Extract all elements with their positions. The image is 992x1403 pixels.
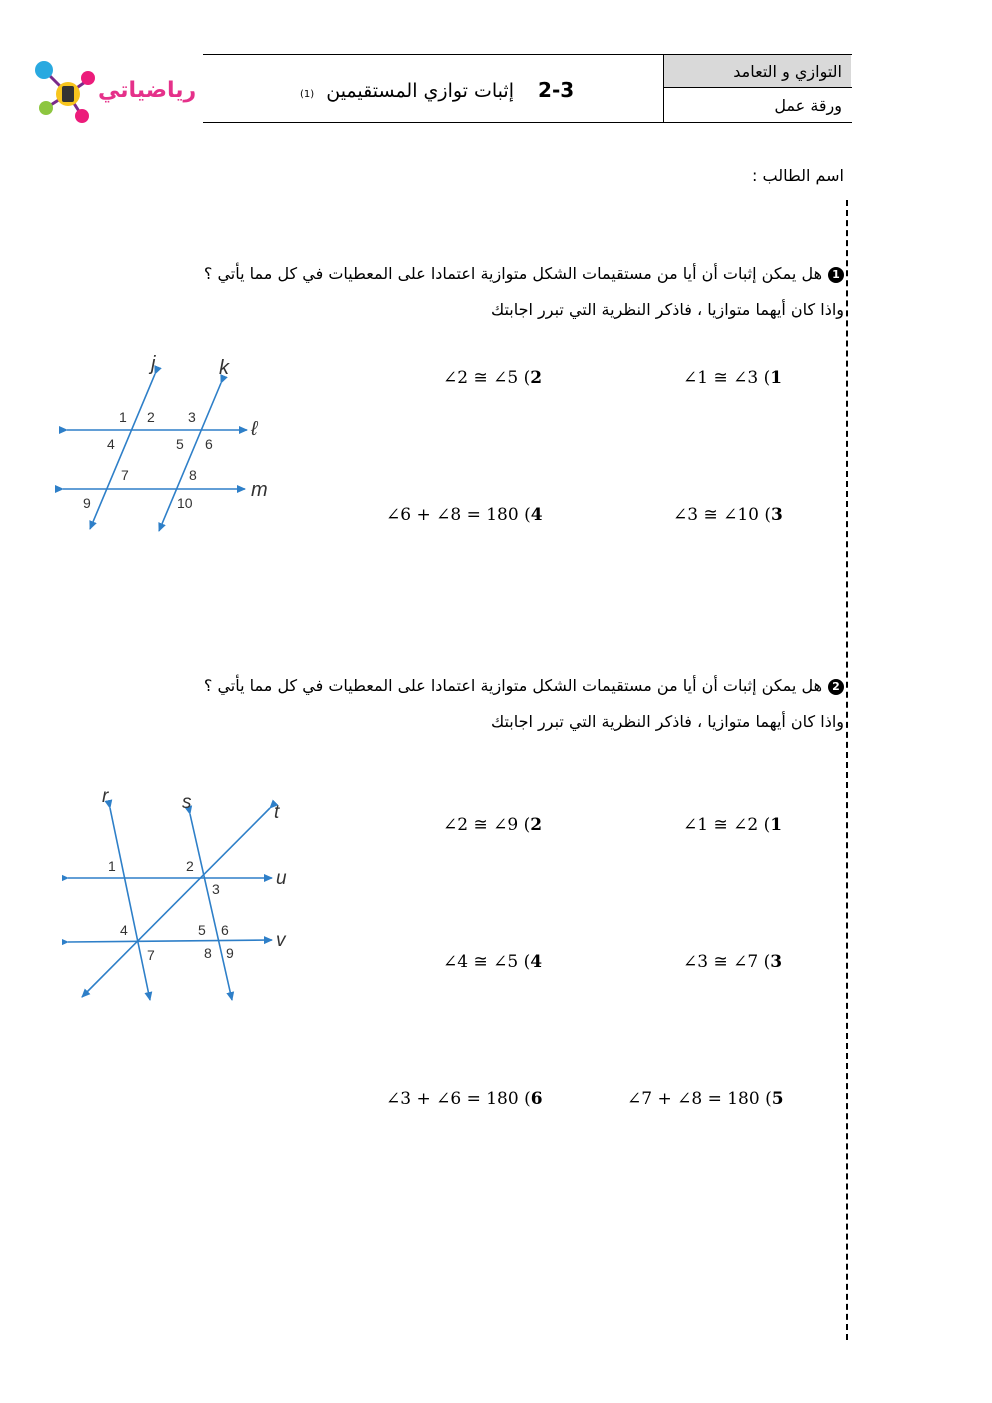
line-j <box>90 374 155 529</box>
angle-7: 7 <box>147 947 155 963</box>
angle-8: 8 <box>189 467 197 483</box>
question2-line1 <box>204 676 844 695</box>
q1-item-1: ∠1 ≅ ∠3 (1 <box>683 368 783 388</box>
angle-7: 7 <box>121 467 129 483</box>
header-divider <box>663 54 664 123</box>
q2-item-1: ∠1 ≅ ∠2 (1 <box>683 815 783 835</box>
label-m: m <box>251 479 268 501</box>
dashed-margin-line <box>846 200 848 1340</box>
angle-6: 6 <box>221 922 229 938</box>
q2-item-2: ∠2 ≅ ∠9 (2 <box>443 815 543 835</box>
label-u: u <box>276 868 287 889</box>
angle-5: 5 <box>176 436 184 452</box>
angle-1: 1 <box>119 409 127 425</box>
angle-8: 8 <box>204 945 212 961</box>
lesson-number: 2-3 <box>538 78 575 102</box>
student-name-label: اسم الطالب : <box>752 166 844 185</box>
line-s <box>190 814 232 1000</box>
question1-bullet: 1 <box>828 267 844 283</box>
question1-line1 <box>204 264 844 283</box>
label-s: s <box>182 792 192 813</box>
angle-3: 3 <box>212 881 220 897</box>
q2-item-5: ∠7 + ∠8 = 180 (5 <box>627 1089 784 1109</box>
q1-item-4: ∠6 + ∠8 = 180 (4 <box>386 505 543 525</box>
q2-item-3: ∠3 ≅ ∠7 (3 <box>683 952 783 972</box>
angle-5: 5 <box>198 922 206 938</box>
question2-prompt: هل يمكن إثبات أن أيا من مستقيمات الشكل متوازية اعتمادا على المعطيات في كل مما يأتي ؟ <box>203 676 822 695</box>
header-bottom-border <box>203 122 852 123</box>
question2-line2: واذا كان أيهما متوازيا ، فاذكر النظرية التي تبرر اجابتك <box>490 712 844 731</box>
angle-10: 10 <box>177 495 193 511</box>
figure2-diagram <box>62 782 302 1007</box>
label-k: k <box>219 357 229 379</box>
angle-1: 1 <box>108 858 116 874</box>
question1-prompt: هل يمكن إثبات أن أيا من مستقيمات الشكل متوازية اعتمادا على المعطيات في كل مما يأتي ؟ <box>203 264 822 283</box>
label-v: v <box>276 930 286 951</box>
line-v <box>68 940 272 942</box>
header-top-border <box>203 54 852 55</box>
q2-item-4: ∠4 ≅ ∠5 (4 <box>443 952 543 972</box>
logo <box>30 58 197 128</box>
figure1-diagram <box>55 350 285 535</box>
angle-2: 2 <box>147 409 155 425</box>
q1-item-3: ∠3 ≅ ∠10 (3 <box>673 505 783 525</box>
angle-4: 4 <box>107 436 115 452</box>
label-r: r <box>102 786 109 807</box>
angle-4: 4 <box>120 922 128 938</box>
sheet-type: ورقة عمل <box>774 96 842 115</box>
q2-item-6: ∠3 + ∠6 = 180 (6 <box>386 1089 543 1109</box>
line-t <box>82 808 270 997</box>
lesson-part: (1) <box>300 89 315 100</box>
angle-9: 9 <box>226 945 234 961</box>
lesson-title <box>300 78 574 102</box>
angle-6: 6 <box>205 436 213 452</box>
line-r <box>110 808 150 1000</box>
label-t: t <box>274 802 280 823</box>
angle-3: 3 <box>188 409 196 425</box>
angle-2: 2 <box>186 858 194 874</box>
lesson-title-text: إثبات توازي المستقيمين <box>326 80 514 102</box>
header-middle-border <box>663 87 852 88</box>
label-j: j <box>151 353 156 375</box>
figure2 <box>62 782 302 1007</box>
label-l: ℓ <box>251 418 258 440</box>
figure1 <box>55 350 285 535</box>
unit-name: التوازي و التعامد <box>733 62 842 81</box>
q1-item-2: ∠2 ≅ ∠5 (2 <box>443 368 543 388</box>
question2-bullet: 2 <box>828 679 844 695</box>
logo-text: رياضياتي <box>98 78 197 103</box>
question1-line2: واذا كان أيهما متوازيا ، فاذكر النظرية التي تبرر اجابتك <box>490 300 844 319</box>
angle-9: 9 <box>83 495 91 511</box>
